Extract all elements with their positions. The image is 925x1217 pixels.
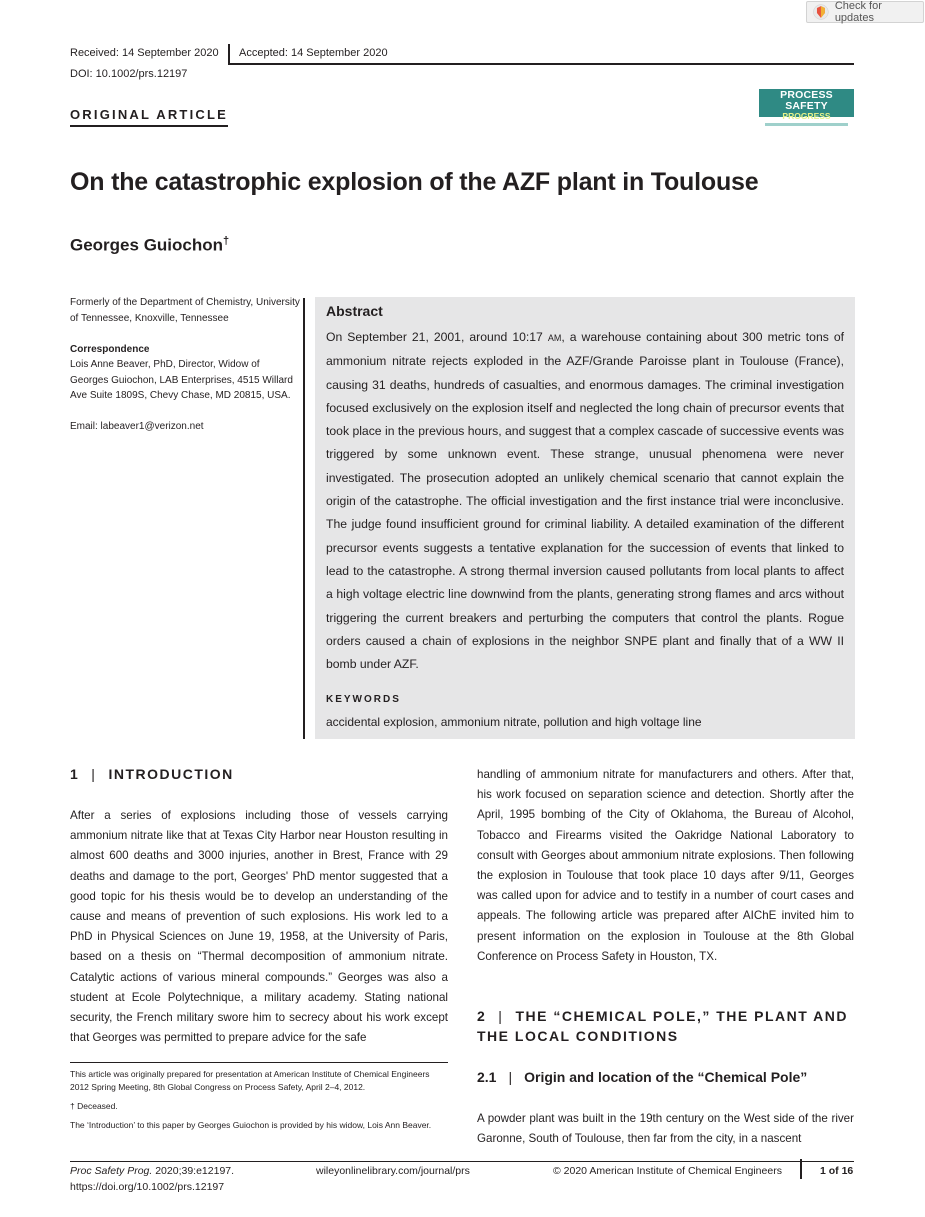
footnote-introduction: The ‘Introduction’ to this paper by Georges Guiochon is provided by his widow, Lois Ann Beaver. <box>70 1120 432 1130</box>
keywords-label: KEYWORDS <box>326 694 401 705</box>
section-1-separator: | <box>91 766 97 782</box>
abstract-text <box>326 326 844 676</box>
section-2-number: 2 <box>477 1008 487 1024</box>
subsection-2-1-separator: | <box>508 1069 513 1085</box>
journal-logo <box>759 89 854 121</box>
check-for-updates-icon <box>813 4 829 20</box>
check-for-updates-button[interactable] <box>806 1 924 23</box>
received-date: Received: 14 September 2020 <box>70 47 219 59</box>
abstract-text-start: On September 21, 2001, around 10:17 <box>326 330 548 344</box>
correspondence-label: Correspondence <box>70 344 150 355</box>
intro-paragraph-continued: handling of ammonium nitrate for manufacturers and others. After that, his work focused on separation science and detection. Shortly after the April, 1995 bombing of the City of Oklahoma, the Bureau of Alcohol, Tobacco and Firearms visited the Oakridge National Laboratory to consult with Georges about ammonium nitrate explosions. Then following the explosion in Toulouse that took place 10 days after 9/11, Georges was called upon for advice and to testify in a number of court cases and appeals. The following article was prepared after AIChE invited him to present information on the explosion in Toulouse at the 8th Global Conference on Process Safety in Houston, TX. <box>477 768 854 963</box>
page-title: On the catastrophic explosion of the AZF plant in Toulouse <box>70 168 759 196</box>
section-2-paragraph: A powder plant was built in the 19th century on the West side of the river Garonne, South of Toulouse, then far from the city, in a nascent <box>477 1112 854 1146</box>
abstract-text-rest: , a warehouse containing about 300 metric tons of ammonium nitrate rejects exploded in the AZF/Grande Paroisse plant in Toulouse (France), causing 31 deaths, hundreds of casualties, and enormous damages. The criminal investigation focused exclusively on the explosion itself and neglected the long chain of precursor events that took place in the previous hours, and suggest that a complex cascade of successive events was triggered by some unknown event. These strange, unusual phenomena were never investigated. The prosecution adopted an unlikely chemical scenario that cannot explain the origin of the catastrophe. The official investigation and the first instance trial were inconclusive. The judge found insufficient ground for criminal liability. A detailed examination of the different precursor events suggests a tentative explanation for the succession of events that linked to lead to the catastrophe. A strong thermal inversion caused pollutants from local plants to affect a high voltage electric line downwind from the plants, generating strong flames and arcs without triggering the current breakers and perturbing the computers that control the plants. Rogue orders caused a chain of explosions in the neighbor SNPE plant and finally that of a WW II bomb under AZF. <box>326 330 844 672</box>
article-type: ORIGINAL ARTICLE <box>70 107 228 127</box>
section-2-title: THE “CHEMICAL POLE,” THE PLANT AND THE LOCAL CONDITIONS <box>477 1008 848 1044</box>
page-number: 1 of 16 <box>820 1165 854 1177</box>
section-1-title: INTRODUCTION <box>108 766 234 782</box>
section-2-separator: | <box>498 1008 504 1024</box>
footer-volume: 2020;39:e12197. <box>155 1165 235 1177</box>
author <box>70 235 229 256</box>
footer-copyright: © 2020 American Institute of Chemical Engineers <box>553 1165 782 1177</box>
footnote-presentation: This article was originally prepared for presentation at American Institute of Chemical Engineers 2012 Spring Meeting, 8th Global Congress on Process Safety, April 2–4, 2012. <box>70 1069 430 1092</box>
footer-citation <box>70 1165 234 1177</box>
footer-doi-link[interactable]: https://doi.org/10.1002/prs.12197 <box>70 1181 225 1193</box>
footnote-deceased-text: Deceased. <box>77 1101 118 1111</box>
section-1-number: 1 <box>70 766 80 782</box>
section-2-heading <box>477 1006 855 1046</box>
subsection-2-1-title: Origin and location of the “Chemical Pole” <box>524 1069 808 1085</box>
abstract-am: AM <box>547 333 562 343</box>
doi: DOI: 10.1002/prs.12197 <box>70 68 188 80</box>
footnote-deceased-mark: † <box>70 1101 75 1111</box>
header-separator <box>228 44 230 65</box>
subsection-2-1-number: 2.1 <box>477 1069 497 1085</box>
author-mark: † <box>223 235 230 247</box>
footer-separator <box>800 1159 802 1179</box>
footnote-deceased <box>70 1100 118 1113</box>
abstract-heading: Abstract <box>326 303 383 319</box>
footnote-rule <box>70 1062 448 1063</box>
footer-journal: Proc Safety Prog. <box>70 1165 153 1177</box>
section-1-heading <box>70 764 234 784</box>
sidebar-rule <box>303 298 305 739</box>
footer-website-link[interactable]: wileyonlinelibrary.com/journal/prs <box>316 1165 470 1177</box>
email-link[interactable]: Email: labeaver1@verizon.net <box>70 421 204 432</box>
accepted-date: Accepted: 14 September 2020 <box>239 47 388 59</box>
intro-paragraph: After a series of explosions including those of vessels carrying ammonium nitrate like that at Texas City Harbor near Houston resulting in almost 600 deaths and 3000 injuries, another in Brest, France with 29 deaths and damage to the port, Georges' PhD mentor suggested that a good topic for his thesis would be to develop an understanding of the cause and means of prevention of such explosions. His work led to a PhD in Physical Sciences on June 19, 1958, at the University of Paris, based on a thesis on “Thermal decomposition of ammonium nitrate. Catalytic actions of various mineral compounds.” Georges was also a student at Ecole Polytechnique, a military academy. Stating national security, the French military swore him to secrecy about his work except that Georges was permitted to prepare advice for the safe <box>70 809 448 1045</box>
footer-rule <box>70 1161 854 1162</box>
keywords: accidental explosion, ammonium nitrate, pollution and high voltage line <box>326 715 702 729</box>
author-name: Georges Guiochon <box>70 235 224 255</box>
header-rule <box>228 63 854 65</box>
check-for-updates-label: Check for updates <box>834 0 882 24</box>
journal-logo-stripe <box>765 123 848 126</box>
subsection-2-1-heading <box>477 1067 807 1087</box>
journal-logo-line2: PROGRESS <box>782 111 831 121</box>
journal-logo-line1: PROCESS SAFETY <box>780 89 833 112</box>
affiliation: Formerly of the Department of Chemistry, University of Tennessee, Knoxville, Tennessee <box>70 297 300 324</box>
correspondence-text: Lois Anne Beaver, PhD, Director, Widow of Georges Guiochon, LAB Enterprises, 4515 Willard Ave Suite 1809S, Chevy Chase, MD 20815, USA. <box>70 359 293 401</box>
